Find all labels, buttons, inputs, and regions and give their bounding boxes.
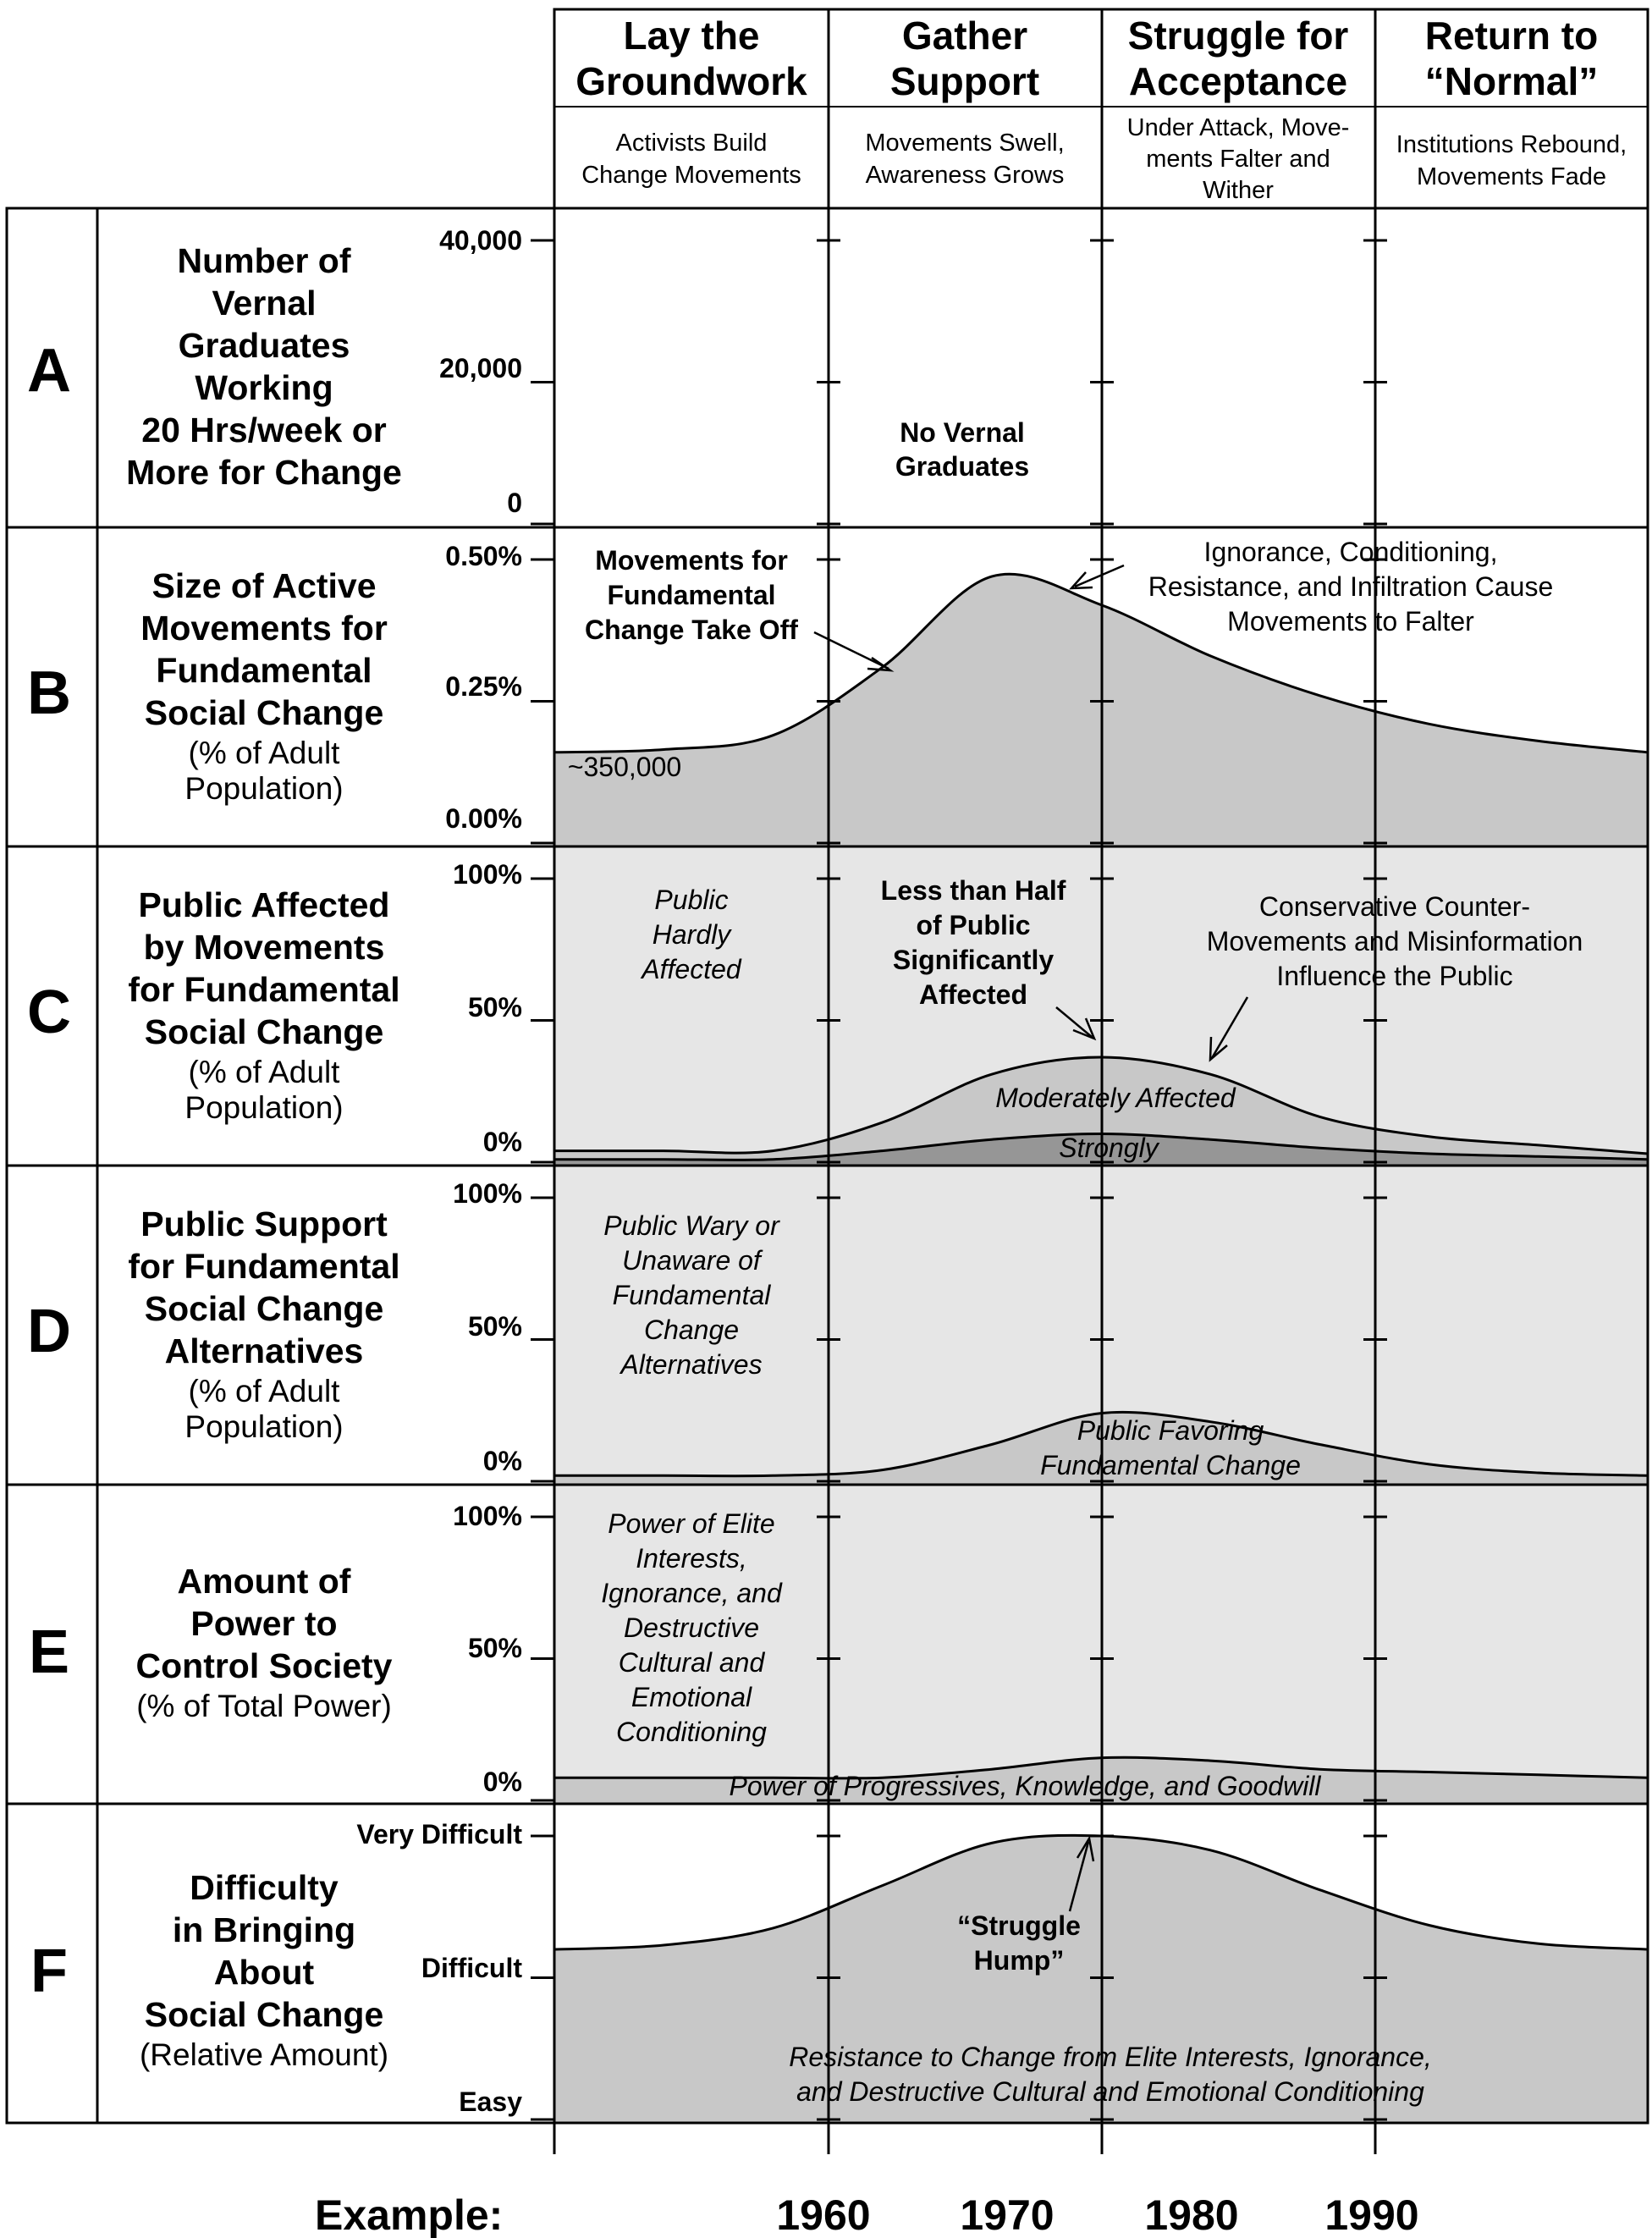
row-title: Alternatives	[164, 1331, 364, 1370]
annotation: No Vernal	[900, 417, 1025, 448]
phase-title: Acceptance	[1128, 59, 1348, 103]
annotation: Movements and Misinformation	[1206, 926, 1583, 956]
annotation: Affected	[642, 954, 741, 984]
annotation: of Public	[916, 910, 1031, 940]
annotation: Public Wary or	[603, 1210, 779, 1241]
row-subtitle: (% of Adult	[188, 736, 340, 770]
row-title: Vernal	[212, 284, 317, 322]
row-subtitle: Population)	[184, 1409, 344, 1444]
annotation: Fundamental	[607, 580, 776, 610]
y-tick-label: 0.25%	[445, 671, 522, 702]
annotation: Fundamental	[612, 1280, 771, 1310]
phase-subtitle: Movements Swell,	[865, 130, 1065, 157]
annotation: Resistance, and Infiltration Cause	[1148, 571, 1554, 602]
annotation: Power of Progressives, Knowledge, and Goodwill	[729, 1771, 1321, 1801]
row-letter: E	[28, 1618, 70, 1686]
annotation: Conservative Counter-	[1258, 891, 1531, 922]
row-subtitle: (% of Adult	[188, 1055, 340, 1089]
annotation: Fundamental Change	[1040, 1450, 1301, 1480]
phase-title: “Normal”	[1424, 59, 1599, 103]
row-letter: D	[27, 1298, 71, 1365]
annotation: Public Favoring	[1077, 1415, 1264, 1446]
row-title: More for Change	[126, 453, 402, 492]
annotation: Moderately Affected	[995, 1083, 1236, 1113]
row-subtitle: Population)	[184, 771, 344, 806]
annotation: ~350,000	[567, 752, 682, 782]
row-title: Power to	[190, 1604, 338, 1643]
annotation: Hump”	[973, 1945, 1065, 1976]
y-tick-label: 50%	[467, 992, 522, 1023]
annotation-arrow	[814, 632, 889, 669]
phase-subtitle: Movements Fade	[1416, 163, 1607, 190]
annotation: Conditioning	[616, 1717, 767, 1747]
annotation: Ignorance, Conditioning,	[1203, 537, 1498, 567]
annotation: Power of Elite	[608, 1508, 775, 1539]
phase-title: Return to	[1424, 14, 1599, 58]
annotation: Unaware of	[622, 1245, 761, 1276]
y-tick-label: 0%	[482, 1767, 522, 1797]
row-title: Graduates	[178, 326, 350, 365]
y-tick-label: 0	[507, 488, 522, 518]
row-title: Number of	[177, 241, 351, 280]
y-tick-label: 50%	[467, 1633, 522, 1663]
row-a	[27, 225, 1029, 518]
annotation: Influence the Public	[1276, 961, 1513, 991]
annotation: Resistance to Change from Elite Interests, Ignorance,	[789, 2042, 1432, 2072]
y-tick-label: Easy	[459, 2086, 522, 2117]
phase-header	[554, 9, 1648, 208]
row-title: for Fundamental	[128, 970, 400, 1009]
annotation: Change	[643, 1315, 740, 1345]
annotation: Emotional	[631, 1682, 752, 1712]
annotation: Public	[654, 885, 729, 915]
annotation: Affected	[918, 979, 1028, 1010]
row-subtitle: (% of Adult	[188, 1374, 340, 1408]
row-title: Working	[195, 368, 333, 407]
annotation: Hardly	[652, 919, 731, 950]
y-tick-label: 0.50%	[445, 541, 522, 571]
row-subtitle: (Relative Amount)	[139, 2037, 389, 2072]
x-tick-label: 1960	[776, 2191, 871, 2238]
y-tick-label: 100%	[453, 1178, 522, 1209]
row-title: Fundamental	[156, 651, 372, 690]
row-letter: A	[27, 337, 71, 405]
row-title: Control Society	[135, 1646, 393, 1685]
y-tick-label: 0%	[482, 1127, 522, 1157]
y-tick-label: 50%	[467, 1311, 522, 1342]
row-letter: C	[27, 978, 71, 1046]
row-title: Public Support	[140, 1204, 388, 1243]
y-tick-label: 100%	[453, 1501, 522, 1531]
y-tick-label: 40,000	[439, 225, 522, 256]
row-title: for Fundamental	[128, 1247, 400, 1286]
phase-subtitle: ments Falter and	[1146, 146, 1330, 173]
annotation: Interests,	[636, 1543, 747, 1574]
annotation: Destructive	[623, 1612, 760, 1643]
phase-subtitle: Activists Build	[615, 130, 768, 157]
annotation: “Struggle	[957, 1910, 1081, 1941]
phase-title: Struggle for	[1127, 14, 1349, 58]
y-tick-label: Very Difficult	[356, 1819, 522, 1849]
x-axis-label: Example:	[315, 2191, 504, 2238]
phase-subtitle: Institutions Rebound,	[1396, 131, 1627, 158]
phase-title: Groundwork	[575, 59, 807, 103]
y-tick-label: 20,000	[439, 353, 522, 383]
y-tick-label: 0.00%	[445, 803, 522, 834]
x-axis	[315, 2191, 1419, 2238]
annotation: Ignorance, and	[601, 1578, 782, 1608]
phase-subtitle: Awareness Grows	[865, 162, 1065, 189]
row-title: Difficulty	[190, 1868, 339, 1907]
row-subtitle: Population)	[184, 1090, 344, 1125]
row-title: Size of Active	[151, 566, 377, 605]
phase-title: Lay the	[623, 14, 760, 58]
annotation: Alternatives	[620, 1349, 763, 1380]
row-letter: F	[30, 1938, 68, 2005]
annotation: Less than Half	[880, 875, 1066, 906]
phase-title: Support	[889, 59, 1040, 103]
row-title: by Movements	[143, 928, 385, 967]
annotation: and Destructive Cultural and Emotional Conditioning	[796, 2076, 1424, 2107]
phase-title: Gather	[901, 14, 1028, 58]
y-tick-label: 100%	[453, 859, 522, 890]
annotation: Strongly	[1059, 1133, 1159, 1163]
annotation: Movements to Falter	[1227, 606, 1474, 637]
annotation: Cultural and	[618, 1647, 765, 1678]
row-title: Movements for	[140, 609, 388, 648]
x-tick-label: 1990	[1324, 2191, 1419, 2238]
annotation: Change Take Off	[585, 615, 798, 645]
row-subtitle: (% of Total Power)	[136, 1689, 392, 1723]
annotation: Significantly	[892, 945, 1055, 975]
x-tick-label: 1980	[1144, 2191, 1239, 2238]
phase-subtitle: Change Movements	[581, 162, 801, 189]
row-title: in Bringing	[172, 1910, 356, 1949]
row-title: Public Affected	[138, 885, 390, 924]
row-letter: B	[27, 659, 71, 727]
y-tick-label: 0%	[482, 1446, 522, 1476]
y-tick-label: Difficult	[421, 1953, 522, 1983]
row-title: 20 Hrs/week or	[141, 411, 387, 449]
row-title: Social Change	[144, 693, 384, 732]
annotation: Graduates	[895, 451, 1030, 482]
x-tick-label: 1970	[960, 2191, 1055, 2238]
annotation: Movements for	[595, 545, 788, 576]
row-title: About	[213, 1953, 315, 1992]
row-title: Social Change	[144, 1995, 384, 2034]
row-title: Social Change	[144, 1289, 384, 1328]
phase-subtitle: Under Attack, Move-	[1126, 114, 1350, 141]
row-title: Social Change	[144, 1012, 384, 1051]
row-title: Amount of	[177, 1562, 351, 1601]
phase-subtitle: Wither	[1203, 177, 1274, 204]
